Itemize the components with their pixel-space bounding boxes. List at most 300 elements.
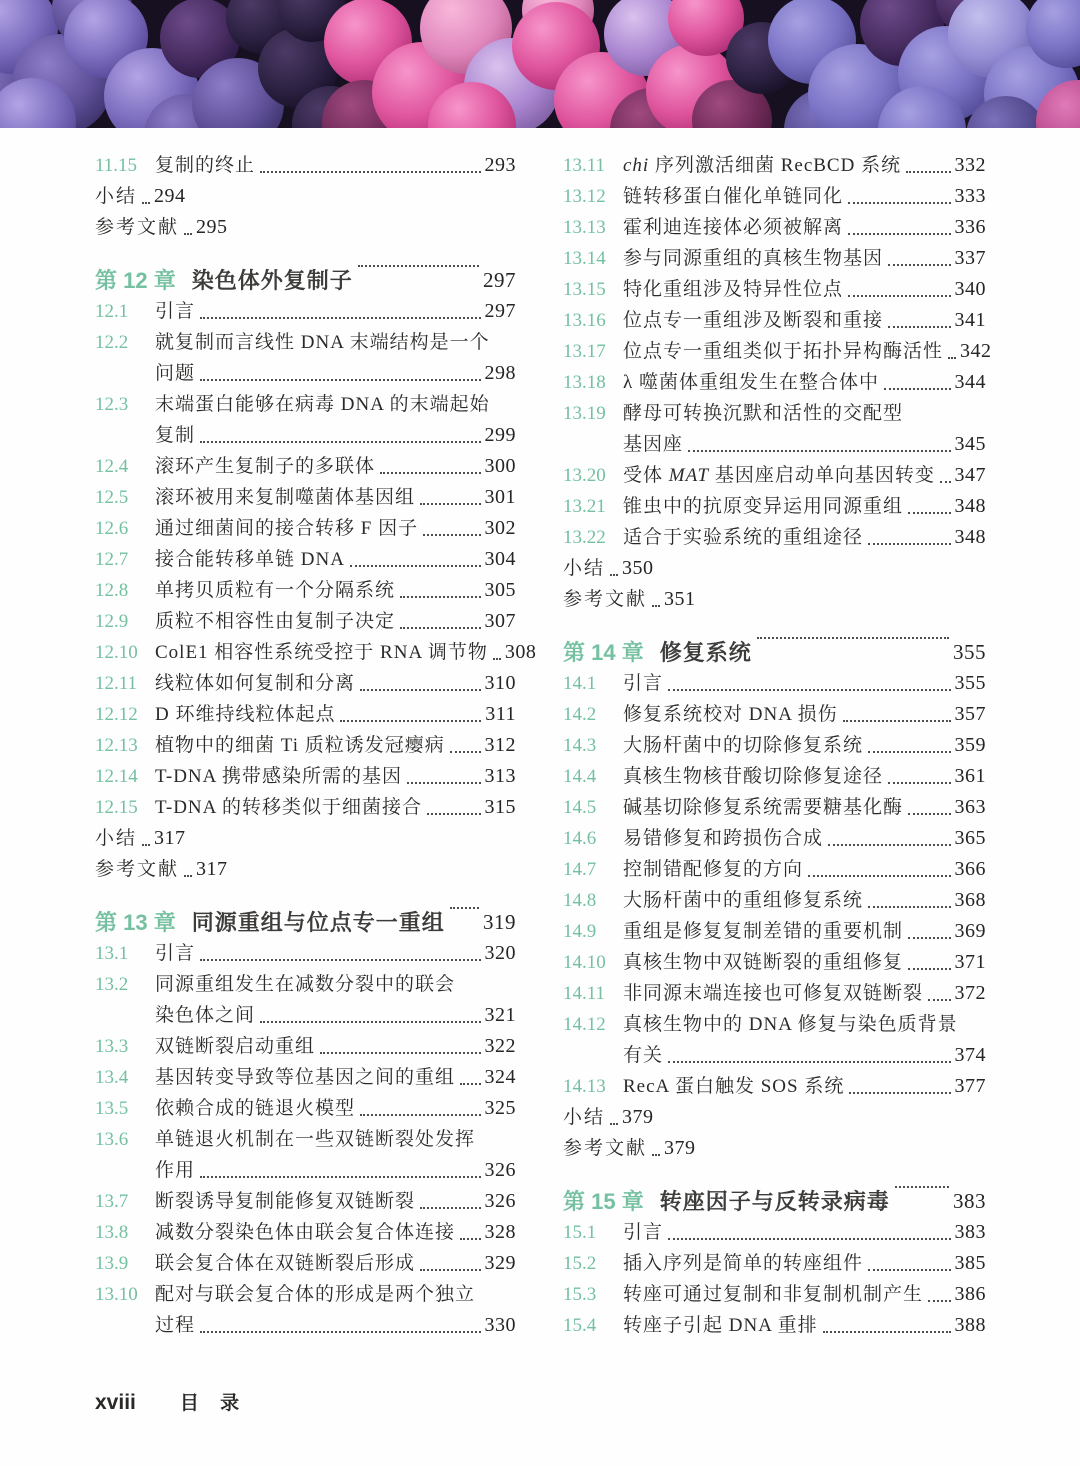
toc-entry-line (623, 1040, 986, 1071)
toc-entry-number: 13.20 (563, 465, 606, 486)
dot-leader (260, 1021, 480, 1023)
dot-leader (460, 1083, 480, 1085)
toc-entry-line (623, 150, 986, 181)
dot-leader (948, 357, 956, 359)
toc-entry-number: 14.9 (563, 921, 597, 942)
toc-entry-line (623, 305, 986, 336)
toc-entry (95, 327, 516, 389)
toc-entry (95, 1093, 516, 1124)
toc-entry (95, 513, 516, 544)
toc-entry-content (623, 212, 986, 243)
chapter-number: 第 13 章 (95, 910, 176, 935)
toc-entry (95, 1124, 516, 1186)
toc-entry-line (155, 938, 516, 969)
toc-entry-number: 13.8 (95, 1222, 129, 1243)
page-number: 324 (484, 1066, 516, 1088)
chapter-number: 第 15 章 (563, 1189, 644, 1214)
page-number: 383 (953, 1189, 986, 1213)
page-number: 304 (484, 548, 516, 570)
page-number: 299 (484, 424, 516, 446)
dot-leader (868, 906, 950, 908)
toc-entry-title: 植物中的细菌 Ti 质粒诱发冠瘿病 (155, 735, 445, 756)
toc-entry-number: 13.12 (563, 186, 606, 207)
dot-leader (380, 472, 480, 474)
chapter-title: 修复系统 (659, 640, 752, 665)
page-number: 374 (954, 1044, 986, 1066)
page-number: 297 (483, 268, 516, 292)
toc-entry-line (155, 544, 516, 575)
toc-entry-line (623, 699, 986, 730)
toc-entry (95, 1031, 516, 1062)
toc-column-right (563, 150, 992, 1341)
page-number: 297 (484, 300, 516, 322)
page-number: 365 (954, 827, 986, 849)
toc-entry (95, 938, 516, 969)
toc-entry-line (155, 637, 537, 668)
toc-entry (95, 575, 516, 606)
toc-entry-number: 14.2 (563, 704, 597, 725)
toc-entry-content (155, 296, 516, 327)
toc-entry-number: 12.15 (95, 797, 138, 818)
toc-entry-line (155, 1031, 516, 1062)
page-number: 344 (954, 371, 986, 393)
toc-entry (563, 823, 986, 854)
toc-entry-line (155, 1000, 516, 1031)
dot-leader (908, 813, 950, 815)
toc-entry-number: 13.19 (563, 403, 606, 424)
toc-entry (95, 668, 516, 699)
summary-title: 参考文献 (563, 589, 648, 610)
summary-row (563, 1133, 986, 1164)
toc-entry-title: 滚环被用来复制噬菌体基因组 (155, 487, 416, 508)
dot-leader (848, 233, 950, 235)
dot-leader (340, 720, 481, 722)
toc-entry-content (623, 1279, 986, 1310)
toc-entry-number: 12.2 (95, 332, 129, 353)
toc-entry-line (623, 668, 986, 699)
summary-line (563, 584, 696, 615)
page-number: 363 (954, 796, 986, 818)
toc-entry-title: 基因转变导致等位基因之间的重组 (155, 1067, 456, 1088)
dot-leader (423, 534, 480, 536)
toc-entry-content (155, 1279, 516, 1341)
summary-title: 参考文献 (95, 859, 180, 880)
toc-entry-number: 13.10 (95, 1284, 138, 1305)
toc-entry-content (155, 1124, 516, 1186)
toc-entry-content (155, 792, 516, 823)
page-number: 372 (954, 982, 986, 1004)
toc-entry-title: RecA 蛋白触发 SOS 系统 (623, 1076, 845, 1097)
toc-entry-content (155, 637, 537, 668)
toc-entry-content (155, 668, 516, 699)
toc-entry-title: ColE1 相容性系统受控于 RNA 调节物 (155, 642, 488, 663)
page-number: 369 (954, 920, 986, 942)
toc-entry-content (623, 730, 986, 761)
dot-leader (843, 720, 951, 722)
page-number: 321 (484, 1004, 516, 1026)
toc-entry-line (155, 575, 516, 606)
chapter-heading (563, 1186, 986, 1217)
toc-entry-content (623, 1217, 986, 1248)
toc-entry (95, 792, 516, 823)
toc-entry (563, 978, 986, 1009)
toc-entry (563, 730, 986, 761)
toc-entry-number: 12.10 (95, 642, 138, 663)
toc-entry-content (623, 1009, 986, 1071)
toc-entry-title: 修复系统校对 DNA 损伤 (623, 704, 838, 725)
dot-leader (908, 968, 950, 970)
toc-entry (563, 367, 986, 398)
toc-entry (563, 305, 986, 336)
page-number: 340 (954, 278, 986, 300)
dot-leader (868, 543, 950, 545)
toc-entry-content (623, 823, 986, 854)
page-footer (95, 1388, 247, 1415)
toc-entry-number: 14.5 (563, 797, 597, 818)
toc-entry-number: 13.2 (95, 974, 129, 995)
dot-leader (908, 937, 950, 939)
toc-entry-title: 复制 (155, 425, 196, 446)
toc-entry-line (623, 491, 986, 522)
dot-leader (420, 1207, 480, 1209)
toc-entry-title: 位点专一重组类似于拓扑异构酶活性 (623, 341, 944, 362)
toc-entry-content (623, 699, 986, 730)
toc-entry-title: 受体 MAT 基因座启动单向基因转变 (623, 465, 935, 486)
dot-leader (400, 627, 480, 629)
toc-entry-title: 转座子引起 DNA 重排 (623, 1315, 818, 1336)
toc-entry-number: 12.12 (95, 704, 138, 725)
page-number: 379 (664, 1137, 696, 1159)
toc-entry-title: 锥虫中的抗原变异运用同源重组 (623, 496, 904, 517)
dot-leader (928, 999, 950, 1001)
toc-entry-content (155, 389, 516, 451)
toc-entry-content (155, 327, 516, 389)
page-number: 308 (504, 641, 537, 663)
toc-entry-title: 配对与联会复合体的形成是两个独立 (155, 1284, 476, 1305)
toc-entry-line (155, 792, 516, 823)
toc-entry-content (155, 1217, 516, 1248)
toc-entry-title: 特化重组涉及特异性位点 (623, 279, 844, 300)
toc-entry-content (155, 1186, 516, 1217)
toc-entry-line (623, 730, 986, 761)
toc-entry-line (623, 1248, 986, 1279)
toc-entry-title: T-DNA 的转移类似于细菌接合 (155, 797, 423, 818)
toc-entry-number: 15.4 (563, 1315, 597, 1336)
toc-entry-content (623, 761, 986, 792)
page-number: 342 (960, 340, 992, 362)
toc-entry (563, 761, 986, 792)
toc-entry (563, 1217, 986, 1248)
page-number: 311 (485, 703, 516, 725)
toc-entry (563, 336, 992, 367)
toc-entry (95, 482, 516, 513)
toc-entry-line (623, 1071, 986, 1102)
page-number: 348 (954, 495, 986, 517)
chapter-title: 同源重组与位点专一重组 (191, 910, 445, 935)
dot-leader (420, 1269, 480, 1271)
page-number: 325 (484, 1097, 516, 1119)
toc-entry-number: 13.6 (95, 1129, 129, 1150)
toc-entry-title: 就复制而言线性 DNA 末端结构是一个 (155, 332, 490, 353)
toc-entry-line (623, 1310, 986, 1341)
toc-entry (95, 1217, 516, 1248)
toc-entry-number: 12.11 (95, 673, 138, 694)
toc-entry-title: 酵母可转换沉默和活性的交配型 (623, 403, 904, 424)
toc-entry (95, 1186, 516, 1217)
page-number: 293 (484, 154, 516, 176)
toc-entry-content (623, 150, 986, 181)
toc-entry-number: 14.10 (563, 952, 606, 973)
dot-leader (884, 388, 951, 390)
dot-leader (668, 1238, 950, 1240)
toc-entry-content (623, 668, 986, 699)
dot-leader (823, 1331, 951, 1333)
toc-entry-number: 14.7 (563, 859, 597, 880)
toc-entry-title: 位点专一重组涉及断裂和重接 (623, 310, 884, 331)
toc-entry-number: 13.17 (563, 341, 606, 362)
toc-entry (563, 1279, 986, 1310)
summary-title: 参考文献 (95, 217, 180, 238)
page-number: 310 (484, 672, 516, 694)
dot-leader (848, 202, 950, 204)
toc-entry (95, 544, 516, 575)
toc-entry-title: 非同源末端连接也可修复双链断裂 (623, 983, 924, 1004)
dot-leader (320, 1052, 480, 1054)
dot-leader (400, 596, 480, 598)
page-number: 333 (954, 185, 986, 207)
toc-entry-content (623, 947, 986, 978)
toc-entry-content (155, 1248, 516, 1279)
toc-entry-line (155, 150, 516, 181)
toc-entry-title: 转座可通过复制和非复制机制产生 (623, 1284, 924, 1305)
toc-entry-title: 滚环产生复制子的多联体 (155, 456, 376, 477)
toc-entry-title: 断裂诱导复制能修复双链断裂 (155, 1191, 416, 1212)
toc-entry-number: 15.3 (563, 1284, 597, 1305)
toc-entry-number: 12.14 (95, 766, 138, 787)
toc-entry-title: 引言 (623, 1222, 664, 1243)
dot-leader (200, 1331, 480, 1333)
toc-entry (563, 150, 986, 181)
page-number: 320 (484, 942, 516, 964)
toc-entry-title: 大肠杆菌中的切除修复系统 (623, 735, 864, 756)
toc-entry-title: 重组是修复复制差错的重要机制 (623, 921, 904, 942)
toc-entry-number: 14.12 (563, 1014, 606, 1035)
toc-entry-line (155, 1248, 516, 1279)
dot-leader (610, 574, 618, 576)
dot-leader (420, 503, 480, 505)
page-number: 345 (954, 433, 986, 455)
toc-entry-content (623, 1071, 986, 1102)
toc-entry-content (155, 1062, 516, 1093)
toc-entry-line (623, 212, 986, 243)
toc-entry-line (623, 1217, 986, 1248)
toc-entry-number: 12.7 (95, 549, 129, 570)
toc-entry (563, 274, 986, 305)
summary-line (95, 823, 186, 854)
dot-leader (493, 658, 501, 660)
toc-entry-line (155, 699, 516, 730)
toc-entry-line (155, 668, 516, 699)
dot-leader (895, 1186, 949, 1188)
toc-entry (95, 1248, 516, 1279)
dot-leader (460, 1238, 480, 1240)
toc-entry-content (623, 1248, 986, 1279)
dot-leader (848, 295, 950, 297)
toc-entry (95, 969, 516, 1031)
toc-entry-title: 有关 (623, 1045, 664, 1066)
summary-row (95, 181, 516, 212)
toc-entry (95, 606, 516, 637)
toc-entry-line (623, 823, 986, 854)
page-number: 383 (954, 1221, 986, 1243)
toc-entry-line (155, 1217, 516, 1248)
toc-entry-content (623, 398, 986, 460)
toc-entry-title: λ 噬菌体重组发生在整合体中 (623, 372, 879, 393)
dot-leader (358, 265, 479, 267)
toc-entry-title: 大肠杆菌中的重组修复系统 (623, 890, 864, 911)
toc-entry-number: 13.16 (563, 310, 606, 331)
toc-entry-content (623, 243, 986, 274)
toc-entry-number: 14.11 (563, 983, 606, 1004)
toc-entry (95, 1279, 516, 1341)
toc-entry-line (623, 243, 986, 274)
toc-entry-line (155, 761, 516, 792)
dot-leader (868, 751, 950, 753)
toc-entry-number: 14.3 (563, 735, 597, 756)
dot-leader (610, 1123, 618, 1125)
toc-entry-number: 13.18 (563, 372, 606, 393)
toc-entry-content (155, 482, 516, 513)
toc-entry-number: 12.8 (95, 580, 129, 601)
toc-entry-content (155, 938, 516, 969)
toc-entry (563, 1248, 986, 1279)
toc-entry-title: 双链断裂启动重组 (155, 1036, 316, 1057)
toc-entry-content (155, 606, 516, 637)
page-number: 350 (622, 557, 654, 579)
page-number: 361 (954, 765, 986, 787)
toc-entry-line (155, 1155, 516, 1186)
toc-entry-number: 14.1 (563, 673, 597, 694)
page-number: 307 (484, 610, 516, 632)
page-number: 351 (664, 588, 696, 610)
toc-entry-title: 适合于实验系统的重组途径 (623, 527, 864, 548)
dot-leader (407, 782, 480, 784)
toc-entry-number: 12.4 (95, 456, 129, 477)
toc-entry-content (623, 274, 986, 305)
dot-leader (868, 1269, 950, 1271)
dot-leader (808, 875, 950, 877)
toc-entry-number: 13.22 (563, 527, 606, 548)
toc-entry (563, 181, 986, 212)
toc-entry (563, 854, 986, 885)
toc-entry-line (155, 1310, 516, 1341)
dot-leader (200, 317, 480, 319)
page-number: 319 (483, 910, 516, 934)
summary-row (563, 553, 986, 584)
toc-entry-number: 12.5 (95, 487, 129, 508)
dot-leader (688, 450, 950, 452)
dot-leader (360, 1114, 480, 1116)
dot-leader (928, 1300, 950, 1302)
page-number: 315 (484, 796, 516, 818)
toc-entry-title: 作用 (155, 1160, 196, 1181)
toc-entry-number: 12.13 (95, 735, 138, 756)
summary-row (95, 212, 516, 243)
page-number: 359 (954, 734, 986, 756)
dot-leader (184, 233, 192, 235)
dot-leader (200, 379, 480, 381)
toc-entry (563, 398, 986, 460)
page-number: 368 (954, 889, 986, 911)
toc-entry-number: 13.7 (95, 1191, 129, 1212)
chapter-number: 第 14 章 (563, 640, 644, 665)
dot-leader (200, 1176, 480, 1178)
molecule-spheres-image (0, 0, 1080, 128)
dot-leader (200, 959, 480, 961)
toc-entry-number: 11.15 (95, 155, 138, 176)
summary-line (95, 181, 186, 212)
toc-entry-title: 单拷贝质粒有一个分隔系统 (155, 580, 396, 601)
page-number: 313 (484, 765, 516, 787)
page-number: 388 (954, 1314, 986, 1336)
dot-leader (184, 875, 192, 877)
page-number: 347 (954, 464, 986, 486)
toc-entry (563, 1310, 986, 1341)
page-number: 312 (484, 734, 516, 756)
toc-entry (95, 730, 516, 761)
dot-leader (668, 689, 950, 691)
toc-entry-number: 12.3 (95, 394, 129, 415)
toc-entry-line (623, 761, 986, 792)
toc-entry (563, 668, 986, 699)
toc-entry-line (155, 451, 516, 482)
toc-entry-line (623, 522, 986, 553)
page-number: 386 (954, 1283, 986, 1305)
toc-entry-content (623, 491, 986, 522)
toc-entry-content (155, 150, 516, 181)
toc-entry-title: 末端蛋白能够在病毒 DNA 的末端起始 (155, 394, 490, 415)
toc-entry-title: 碱基切除修复系统需要糖基化酶 (623, 797, 904, 818)
summary-row (95, 854, 516, 885)
dot-leader (908, 512, 950, 514)
toc-entry-content (623, 854, 986, 885)
summary-row (95, 823, 516, 854)
toc-entry-line (155, 1062, 516, 1093)
dot-leader (757, 637, 949, 639)
summary-title: 小结 (95, 828, 138, 849)
toc-entry-content (623, 792, 986, 823)
toc-entry-title: 引言 (155, 943, 196, 964)
page-number: 301 (484, 486, 516, 508)
toc-entry-content (155, 1093, 516, 1124)
toc-entry-content (155, 969, 516, 1031)
toc-entry (95, 1062, 516, 1093)
toc-entry-content (623, 305, 986, 336)
footer-section-label: 目 录 (179, 1393, 248, 1414)
toc-entry (95, 761, 516, 792)
toc-entry-content (155, 451, 516, 482)
dot-leader (450, 907, 479, 909)
dot-leader (360, 689, 480, 691)
dot-leader (668, 1061, 950, 1063)
toc-entry-content (623, 885, 986, 916)
toc-entry-title: 链转移蛋白催化单链同化 (623, 186, 844, 207)
dot-leader (940, 481, 951, 483)
toc-entry-number: 12.6 (95, 518, 129, 539)
toc-entry-line (623, 978, 986, 1009)
page-number: 326 (484, 1159, 516, 1181)
toc-entry-number: 14.8 (563, 890, 597, 911)
